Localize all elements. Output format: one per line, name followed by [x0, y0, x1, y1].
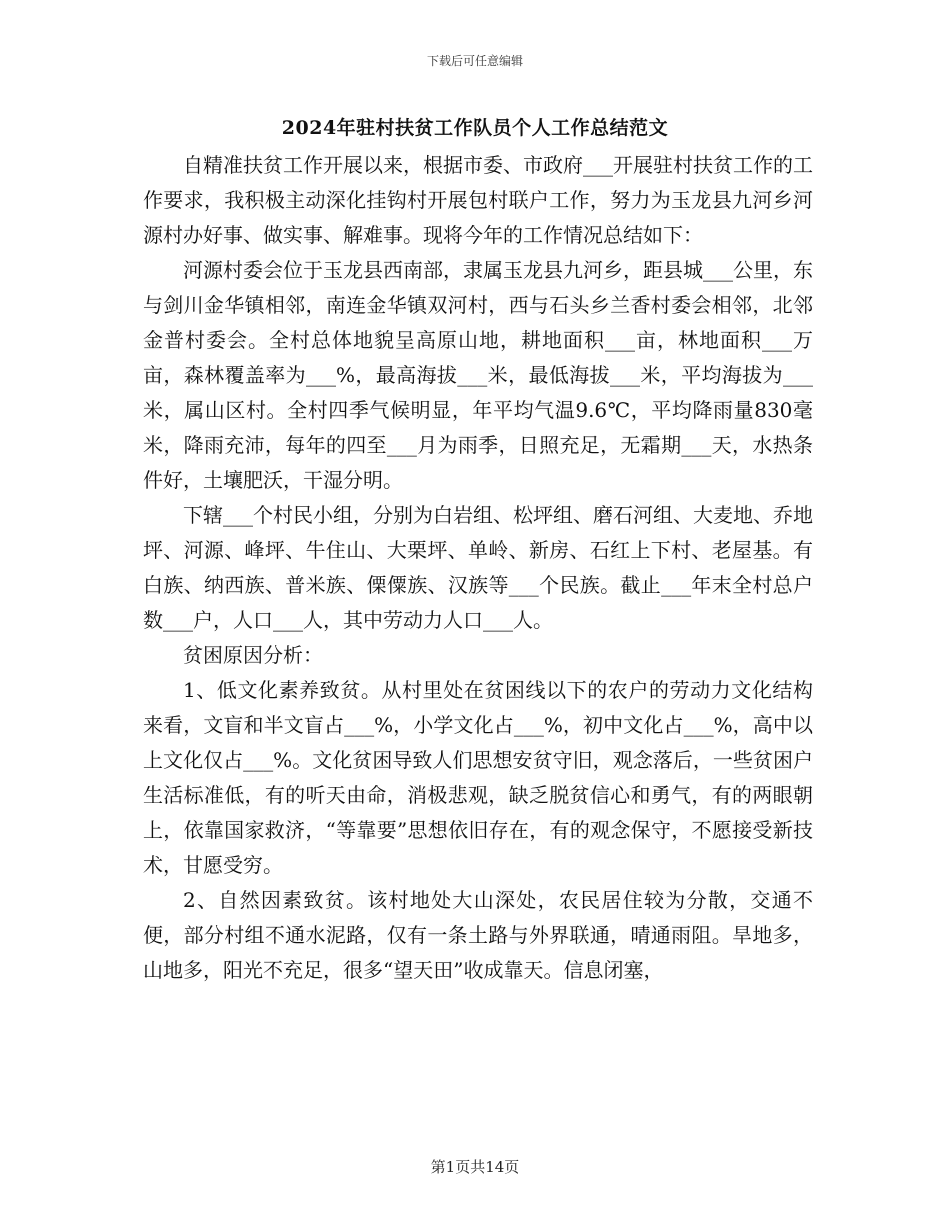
paragraph-village-groups: 下辖___个村民小组，分别为白岩组、松坪组、磨石河组、大麦地、乔地坪、河源、峰坪、牛住山、大栗坪、单岭、新房、石红上下村、老屋基。有白族、纳西族、普米族、傈僳族、汉族等___个民族。截止___年末全村总户数___户，人口___人，其中劳动力人口___人。 — [143, 503, 813, 632]
page-number: 第1页共14页 — [430, 1158, 520, 1176]
document-body — [143, 148, 813, 988]
header-note: 下载后可任意编辑 — [426, 54, 523, 68]
paragraph-intro: 自精准扶贫工作开展以来，根据市委、市政府___开展驻村扶贫工作的工作要求，我积极主动深化挂钩村开展包村联户工作，努力为玉龙县九河乡河源村办好事、做实事、解难事。现将今年的工作情况总结如下： — [143, 153, 813, 247]
paragraph-poverty-analysis-heading: 贫困原因分析： — [183, 643, 323, 667]
paragraph-cause-nature: 2、自然因素致贫。该村地处大山深处，农民居住较为分散，交通不便，部分村组不通水泥路，仅有一条土路与外界联通，晴通雨阻。旱地多，山地多，阳光不充足，很多“望天田”收成靠天。信息闭塞， — [143, 888, 813, 982]
paragraph-cause-education: 1、低文化素养致贫。从村里处在贫困线以下的农户的劳动力文化结构来看，文盲和半文盲占___%，小学文化占___%，初中文化占___%，高中以上文化仅占___%。文化贫困导致人们思想安贫守旧，观念落后，一些贫困户生活标准低，有的听天由命，消极悲观，缺乏脱贫信心和勇气，有的两眼朝上，依靠国家救济，“等靠要”思想依旧存在，有的观念保守，不愿接受新技术，甘愿受穷。 — [143, 678, 813, 877]
document-title: 2024年驻村扶贫工作队员个人工作总结范文 — [281, 117, 669, 139]
paragraph-village-overview: 河源村委会位于玉龙县西南部，隶属玉龙县九河乡，距县城___公里，东与剑川金华镇相邻，南连金华镇双河村，西与石头乡兰香村委会相邻，北邻金普村委会。全村总体地貌呈高原山地，耕地面积___亩，林地面积___万亩，森林覆盖率为___%，最高海拔___米，最低海拔___米，平均海拔为___米，属山区村。全村四季气候明显，年平均气温9.6℃，平均降雨量830毫米，降雨充沛，每年的四至___月为雨季，日照充足，无霜期___天，水热条件好，土壤肥沃，干湿分明。 — [143, 258, 813, 492]
